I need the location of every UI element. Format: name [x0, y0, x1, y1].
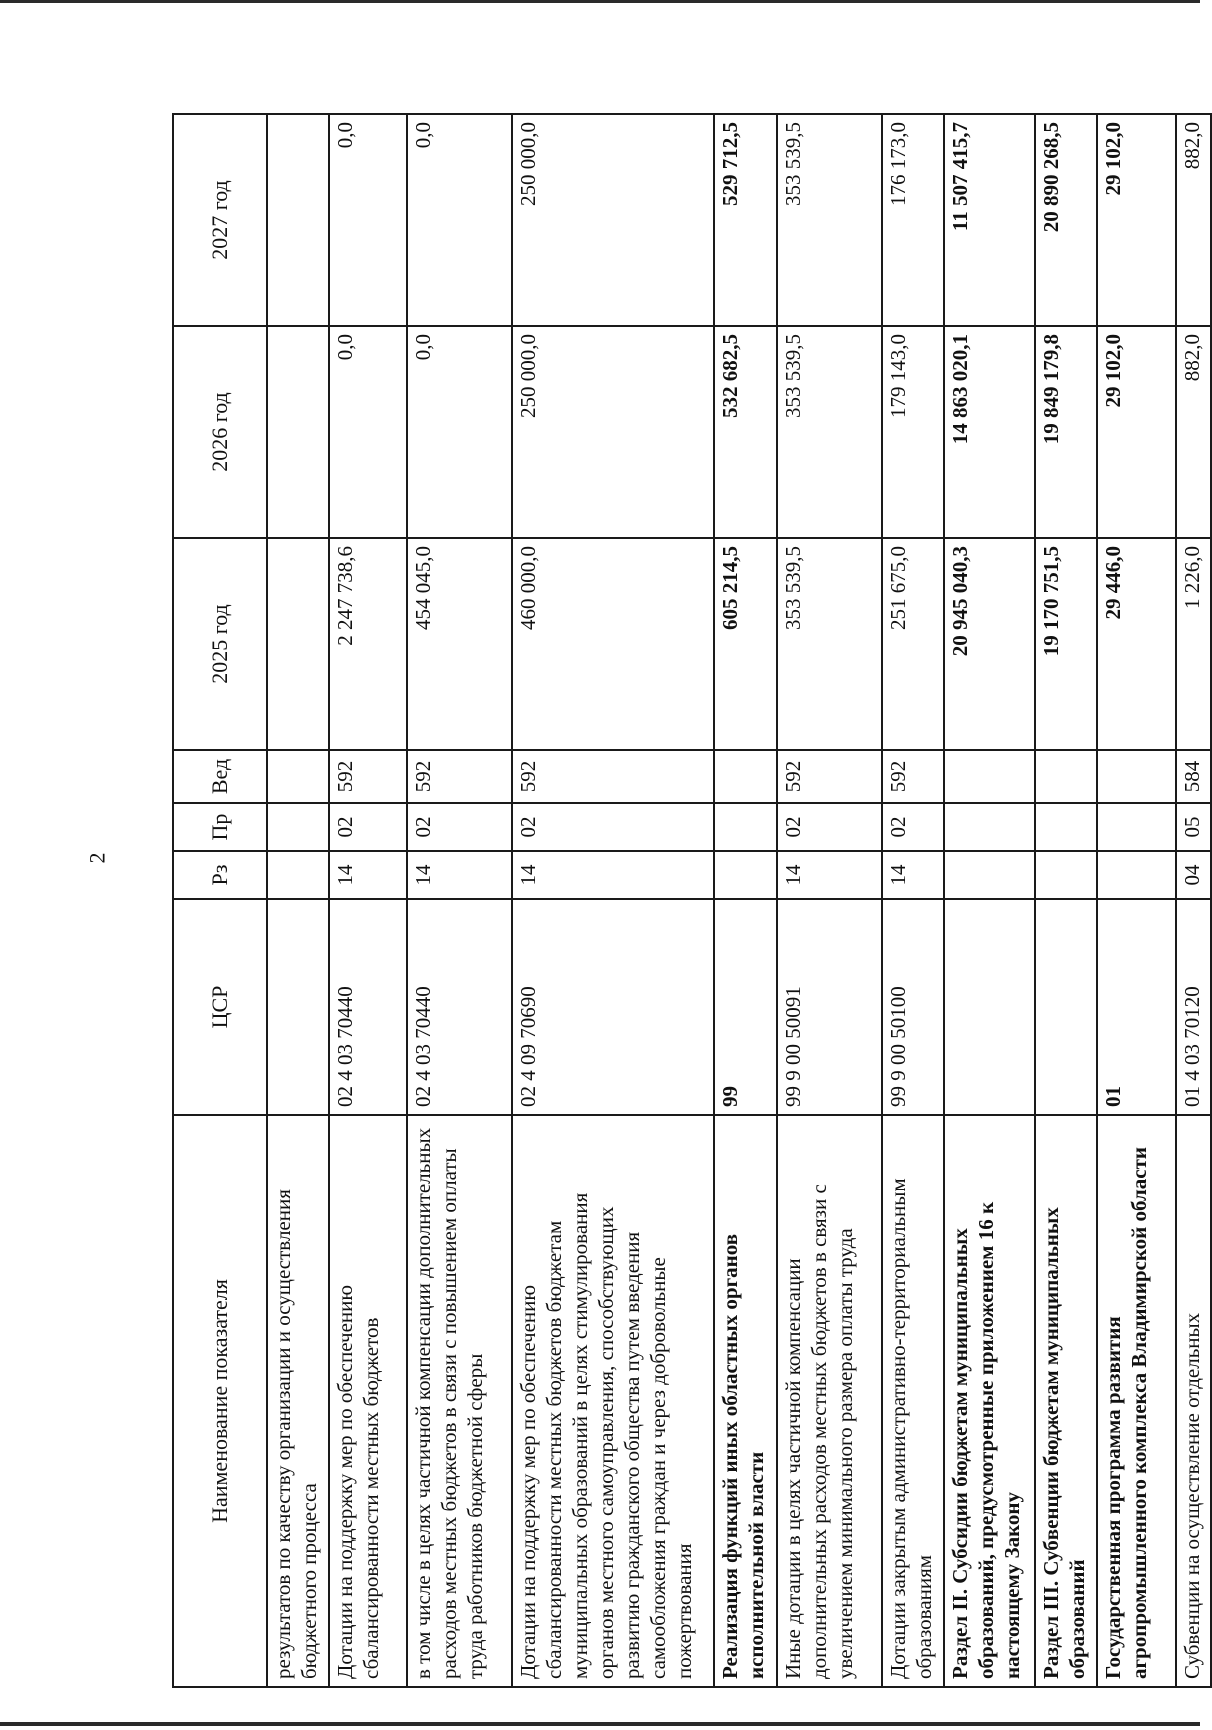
cell-csr: [267, 899, 329, 1115]
cell-ved: [714, 750, 776, 803]
cell-2027: 20 890 268,5: [1035, 114, 1097, 326]
cell-2025: 20 945 040,3: [944, 538, 1034, 750]
table-row: [777, 114, 882, 1687]
cell-2027: 250 000,0: [512, 114, 714, 326]
cell-2026: 0,0: [407, 326, 512, 538]
cell-2025: 605 214,5: [714, 538, 776, 750]
cell-name: Дотации на поддержку мер по обеспечению сбалансированности местных бюджетов бюджетам муниципальных образований в целях стимулирования органов местного самоуправления, способствующих развитию гражданского общества путем введения самообложения граждан и через добровольные пожертвования: [512, 1115, 714, 1687]
cell-ved: [1035, 750, 1097, 803]
cell-csr: 02 4 09 70690: [512, 899, 714, 1115]
table-row: [1176, 114, 1211, 1687]
cell-2027: 882,0: [1176, 114, 1211, 326]
cell-csr: 99 9 00 50100: [882, 899, 944, 1115]
cell-ved: [267, 750, 329, 803]
cell-2025: 251 675,0: [882, 538, 944, 750]
cell-pr: [714, 803, 776, 851]
cell-2025: 460 000,0: [512, 538, 714, 750]
cell-2026: 179 143,0: [882, 326, 944, 538]
budget-table: [172, 113, 1212, 1688]
cell-ved: 592: [407, 750, 512, 803]
cell-rz: 14: [329, 851, 406, 899]
cell-rz: 14: [407, 851, 512, 899]
cell-csr: 01: [1097, 899, 1177, 1115]
cell-rz: 14: [882, 851, 944, 899]
cell-name: Реализация функций иных областных органов исполнительной власти: [714, 1115, 776, 1687]
cell-pr: 02: [777, 803, 882, 851]
header-rz: Рз: [173, 851, 267, 899]
rotated-table-sheet: [172, 114, 1212, 1688]
cell-2027: 0,0: [329, 114, 406, 326]
cell-pr: 05: [1176, 803, 1211, 851]
table-header-row: [173, 114, 267, 1687]
scan-edge-bottom: [0, 1722, 1200, 1726]
cell-2025: 19 170 751,5: [1035, 538, 1097, 750]
cell-2027: [267, 114, 329, 326]
cell-name: Иные дотации в целях частичной компенсации дополнительных расходов местных бюджетов в связи с увеличением минимального размера оплаты труда: [777, 1115, 882, 1687]
cell-2026: 353 539,5: [777, 326, 882, 538]
cell-2027: 0,0: [407, 114, 512, 326]
cell-rz: [944, 851, 1034, 899]
cell-name: Дотации на поддержку мер по обеспечению сбалансированности местных бюджетов: [329, 1115, 406, 1687]
cell-csr: 02 4 03 70440: [407, 899, 512, 1115]
cell-csr: 01 4 03 70120: [1176, 899, 1211, 1115]
cell-rz: [1097, 851, 1177, 899]
header-name: Наименование показателя: [173, 1115, 267, 1687]
cell-pr: 02: [512, 803, 714, 851]
cell-2026: 0,0: [329, 326, 406, 538]
table-row: [714, 114, 776, 1687]
table-row: [1097, 114, 1177, 1687]
table-row: [1035, 114, 1097, 1687]
cell-name: Раздел II. Субсидии бюджетам муниципальных образований, предусмотренные приложением 16 к настоящему Закону: [944, 1115, 1034, 1687]
cell-2026: [267, 326, 329, 538]
cell-ved: 592: [882, 750, 944, 803]
cell-ved: [1097, 750, 1177, 803]
cell-2027: 529 712,5: [714, 114, 776, 326]
header-csr: ЦСР: [173, 899, 267, 1115]
header-2027: 2027 год: [173, 114, 267, 326]
cell-pr: [267, 803, 329, 851]
cell-2025: 2 247 738,6: [329, 538, 406, 750]
cell-pr: [1035, 803, 1097, 851]
header-2026: 2026 год: [173, 326, 267, 538]
table-row: [407, 114, 512, 1687]
cell-rz: [1035, 851, 1097, 899]
cell-ved: 592: [329, 750, 406, 803]
cell-rz: [267, 851, 329, 899]
cell-csr: 99 9 00 50091: [777, 899, 882, 1115]
cell-2026: 14 863 020,1: [944, 326, 1034, 538]
scan-edge-top: [0, 0, 1200, 3]
cell-2025: 29 446,0: [1097, 538, 1177, 750]
cell-name: Дотации закрытым административно-территориальным образованиям: [882, 1115, 944, 1687]
cell-pr: [1097, 803, 1177, 851]
cell-rz: 14: [777, 851, 882, 899]
cell-name: результатов по качеству организации и осуществления бюджетного процесса: [267, 1115, 329, 1687]
cell-name: Государственная программа развития агропромышленного комплекса Владимирской области: [1097, 1115, 1177, 1687]
cell-name: Раздел III. Субвенции бюджетам муниципальных образований: [1035, 1115, 1097, 1687]
cell-2025: 1 226,0: [1176, 538, 1211, 750]
table-row: [882, 114, 944, 1687]
cell-ved: [944, 750, 1034, 803]
table-row: [512, 114, 714, 1687]
cell-csr: 02 4 03 70440: [329, 899, 406, 1115]
cell-rz: [714, 851, 776, 899]
table-row: [944, 114, 1034, 1687]
table-row: [267, 114, 329, 1687]
cell-csr: [944, 899, 1034, 1115]
cell-2027: 353 539,5: [777, 114, 882, 326]
cell-ved: 584: [1176, 750, 1211, 803]
cell-rz: 04: [1176, 851, 1211, 899]
cell-ved: 592: [777, 750, 882, 803]
cell-2026: 250 000,0: [512, 326, 714, 538]
cell-2027: 11 507 415,7: [944, 114, 1034, 326]
table-row: [329, 114, 406, 1687]
cell-2026: 882,0: [1176, 326, 1211, 538]
cell-csr: 99: [714, 899, 776, 1115]
cell-2027: 29 102,0: [1097, 114, 1177, 326]
cell-csr: [1035, 899, 1097, 1115]
cell-pr: 02: [882, 803, 944, 851]
cell-pr: 02: [407, 803, 512, 851]
cell-name: Субвенции на осуществление отдельных: [1176, 1115, 1211, 1687]
page-number: 2: [84, 852, 110, 864]
cell-2025: [267, 538, 329, 750]
header-ved: Вед: [173, 750, 267, 803]
header-2025: 2025 год: [173, 538, 267, 750]
cell-2026: 19 849 179,8: [1035, 326, 1097, 538]
cell-pr: [944, 803, 1034, 851]
cell-2025: 454 045,0: [407, 538, 512, 750]
cell-2027: 176 173,0: [882, 114, 944, 326]
cell-2026: 29 102,0: [1097, 326, 1177, 538]
cell-2026: 532 682,5: [714, 326, 776, 538]
cell-2025: 353 539,5: [777, 538, 882, 750]
cell-ved: 592: [512, 750, 714, 803]
header-pr: Пр: [173, 803, 267, 851]
cell-rz: 14: [512, 851, 714, 899]
cell-name: в том числе в целях частичной компенсации дополнительных расходов местных бюджетов в связи с повышением оплаты труда работников бюджетной сферы: [407, 1115, 512, 1687]
cell-pr: 02: [329, 803, 406, 851]
